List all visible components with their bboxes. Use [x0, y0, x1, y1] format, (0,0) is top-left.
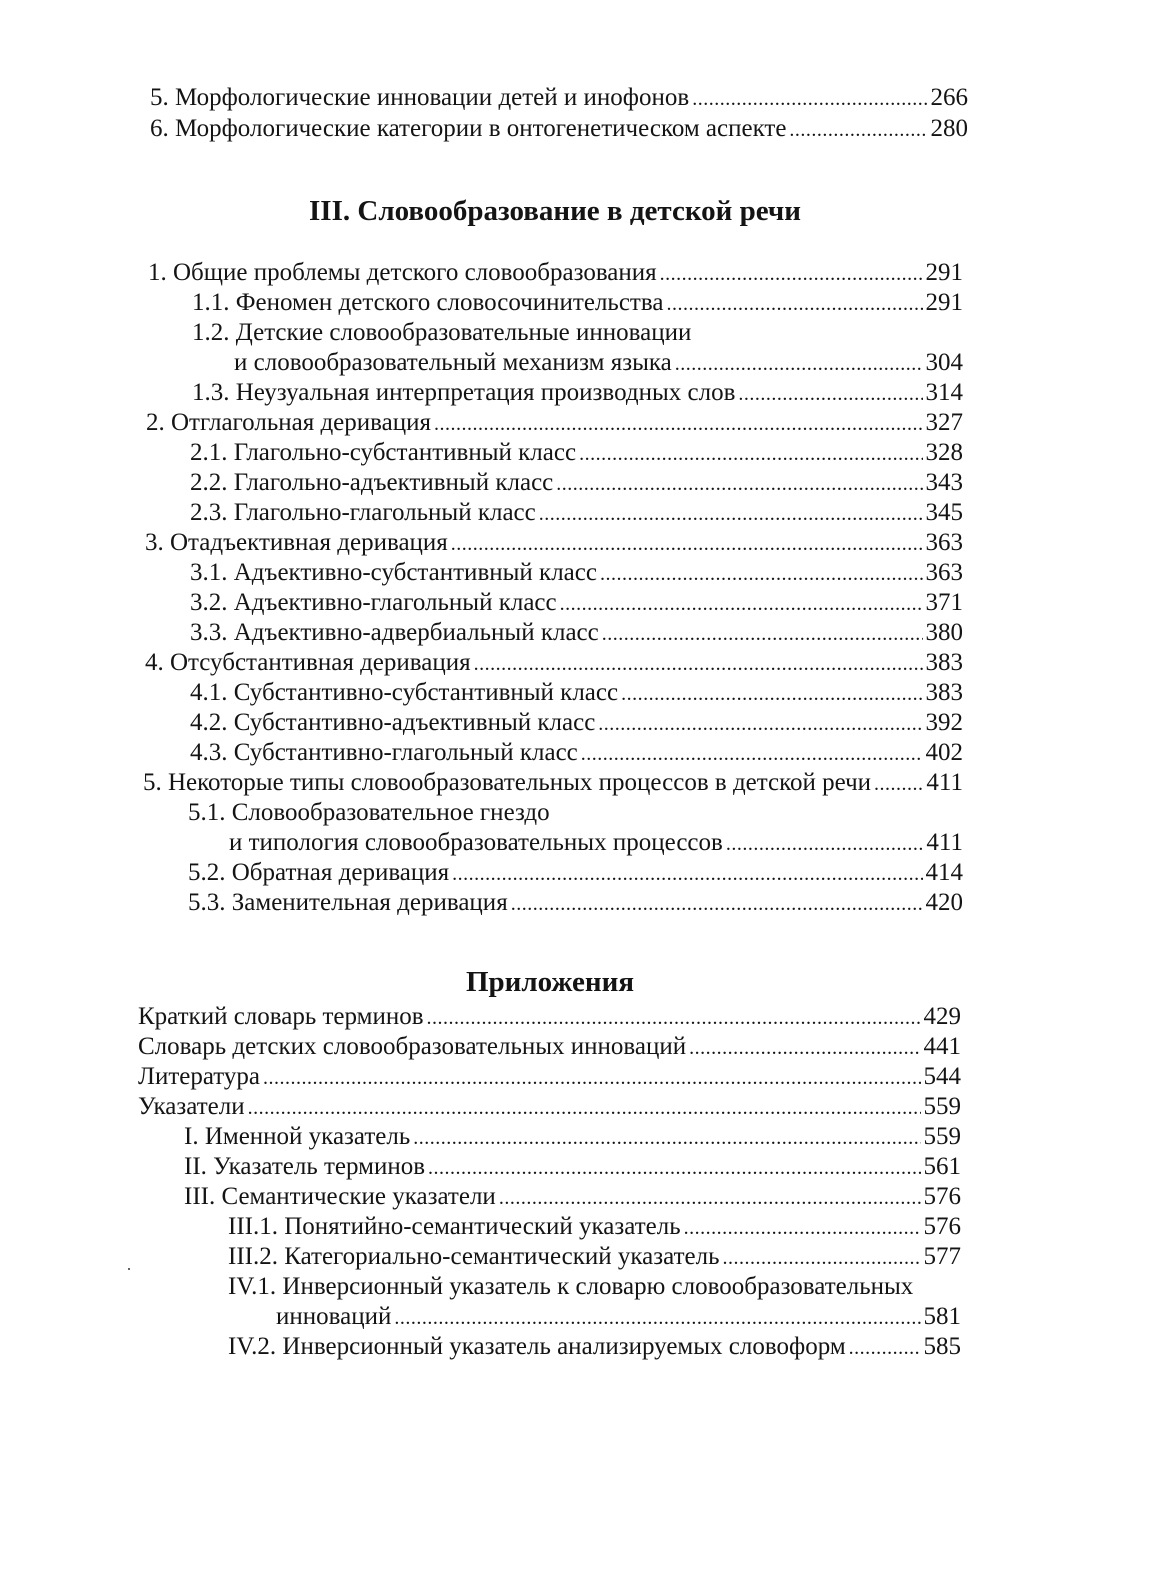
- toc-entry-text: 3. Отадъективная деривация: [145, 529, 448, 556]
- toc-entry: [145, 648, 963, 679]
- leader-dots: [434, 409, 923, 439]
- leader-dots: [600, 559, 923, 589]
- leader-dots: [451, 529, 923, 559]
- scan-speck: [128, 1268, 130, 1270]
- toc-entry: [190, 558, 963, 589]
- toc-page-number: 576: [923, 1183, 961, 1210]
- leader-dots: [738, 379, 922, 409]
- toc-entry-text: 1.2. Детские словообразовательные инновации: [192, 319, 692, 346]
- leader-dots: [248, 1093, 921, 1123]
- leader-dots: [539, 499, 923, 529]
- toc-page-number: 371: [925, 589, 963, 616]
- toc-entry-text: 4. Отсубстантивная деривация: [145, 649, 471, 676]
- leader-dots: [427, 1003, 921, 1033]
- toc-entry: [138, 1002, 961, 1033]
- toc-page-number: 559: [923, 1123, 961, 1150]
- toc-entry: [138, 1062, 961, 1093]
- toc-page-number: 380: [925, 619, 963, 646]
- toc-page-number: 559: [923, 1093, 961, 1120]
- toc-entry: [148, 258, 963, 289]
- toc-entry-text: и словообразовательный механизм языка: [234, 349, 672, 376]
- toc-entry: [190, 498, 963, 529]
- leader-dots: [849, 1333, 921, 1363]
- toc-entry-text: 2.2. Глагольно-адъективный класс: [190, 469, 554, 496]
- toc-page-number: 561: [923, 1153, 961, 1180]
- leader-dots: [413, 1123, 920, 1153]
- toc-page-number: 363: [925, 529, 963, 556]
- leader-dots: [560, 589, 923, 619]
- leader-dots: [684, 1213, 921, 1243]
- leader-dots: [474, 649, 923, 679]
- toc-page-number: 363: [925, 559, 963, 586]
- leader-dots: [581, 739, 923, 769]
- toc-entry-text: 5.1. Словообразовательное гнездо: [188, 799, 550, 826]
- toc-entry-text: 3.3. Адъективно-адвербиальный класс: [190, 619, 599, 646]
- toc-entry: [228, 1212, 961, 1243]
- toc-page-number: 291: [925, 259, 963, 286]
- toc-page-number: 392: [925, 709, 963, 736]
- toc-entry: [184, 1182, 961, 1213]
- toc-entry-text: Литература: [138, 1063, 260, 1090]
- leader-dots: [394, 1303, 920, 1333]
- leader-dots: [660, 259, 923, 289]
- toc-entry-text: 2. Отглагольная деривация: [146, 409, 431, 436]
- toc-entry-text: III.2. Категориально-семантический указатель: [228, 1243, 720, 1270]
- toc-entry-text: и типология словообразовательных процессов: [229, 829, 723, 856]
- leader-dots: [874, 769, 923, 799]
- toc-entry: [184, 1152, 961, 1183]
- toc-entry: [188, 888, 963, 919]
- toc-page-number: 585: [923, 1333, 961, 1360]
- leader-dots: [666, 289, 922, 319]
- toc-page-number: 414: [925, 859, 963, 886]
- toc-entry: [192, 378, 963, 409]
- leader-dots: [675, 349, 923, 379]
- toc-entry: [190, 708, 963, 739]
- toc-entry: [190, 438, 963, 469]
- toc-entry-text: 4.2. Субстантивно-адъективный класс: [190, 709, 596, 736]
- toc-entry-text: 1.3. Неузуальная интерпретация производных слов: [192, 379, 736, 406]
- toc-page-number: 411: [926, 769, 963, 796]
- toc-page-number: 280: [930, 115, 968, 142]
- toc-entry: [228, 1242, 961, 1273]
- toc-entry: [190, 588, 963, 619]
- toc-entry-text: Краткий словарь терминов: [138, 1003, 424, 1030]
- toc-page-number: 291: [925, 289, 963, 316]
- toc-page-number: 402: [925, 739, 963, 766]
- toc-entry: [229, 828, 963, 859]
- toc-entry: [190, 678, 963, 709]
- leader-dots: [689, 1033, 920, 1063]
- leader-dots: [511, 889, 923, 919]
- toc-page-number: 441: [923, 1033, 961, 1060]
- toc-entry-text: IV.1. Инверсионный указатель к словарю словообразовательных: [228, 1273, 914, 1300]
- toc-page-number: 383: [925, 679, 963, 706]
- leader-dots: [621, 679, 922, 709]
- toc-entry: [150, 114, 968, 145]
- toc-entry: [150, 83, 968, 114]
- toc-entry-text: 2.3. Глагольно-глагольный класс: [190, 499, 536, 526]
- toc-entry-text: 3.2. Адъективно-глагольный класс: [190, 589, 557, 616]
- toc-entry-text: 5. Некоторые типы словообразовательных процессов в детской речи: [143, 769, 872, 796]
- toc-entry-text: III. Семантические указатели: [184, 1183, 496, 1210]
- toc-page-number: 345: [925, 499, 963, 526]
- toc-page-number: 383: [925, 649, 963, 676]
- toc-entry-text: 5. Морфологические инновации детей и инофонов: [150, 84, 690, 111]
- toc-page-number: 328: [925, 439, 963, 466]
- toc-entry: [192, 288, 963, 319]
- leader-dots: [602, 619, 923, 649]
- appendix-heading: Приложения: [465, 966, 635, 998]
- toc-entry: [190, 738, 963, 769]
- toc-entry-text: 1.1. Феномен детского словосочинительства: [192, 289, 664, 316]
- toc-page-number: 343: [925, 469, 963, 496]
- toc-page-number: 304: [925, 349, 963, 376]
- toc-entry-text: 1. Общие проблемы детского словообразования: [148, 259, 657, 286]
- leader-dots: [428, 1153, 920, 1183]
- leader-dots: [499, 1183, 921, 1213]
- toc-entry-text: 4.1. Субстантивно-субстантивный класс: [190, 679, 619, 706]
- toc-entry-text: 5.3. Заменительная деривация: [188, 889, 508, 916]
- toc-page-number: 577: [923, 1243, 961, 1270]
- leader-dots: [452, 859, 922, 889]
- toc-entry-text: II. Указатель терминов: [184, 1153, 426, 1180]
- leader-dots: [263, 1063, 921, 1093]
- toc-entry-text: инноваций: [276, 1303, 392, 1330]
- toc-page-number: 576: [923, 1213, 961, 1240]
- toc-entry: [184, 1122, 961, 1153]
- toc-entry-text: Словарь детских словообразовательных инноваций: [138, 1033, 687, 1060]
- toc-entry: [228, 1332, 961, 1363]
- toc-entry-text: 4.3. Субстантивно-глагольный класс: [190, 739, 578, 766]
- toc-entry: [143, 768, 963, 799]
- toc-entry-text: 6. Морфологические категории в онтогенетическом аспекте: [150, 115, 787, 142]
- leader-dots: [579, 439, 922, 469]
- toc-page-number: 429: [923, 1003, 961, 1030]
- toc-entry-text: IV.2. Инверсионный указатель анализируемых словоформ: [228, 1333, 846, 1360]
- toc-page-number: 411: [926, 829, 963, 856]
- leader-dots: [598, 709, 922, 739]
- toc-entry-text: III.1. Понятийно-семантический указатель: [228, 1213, 681, 1240]
- leader-dots: [692, 84, 927, 114]
- toc-entry: [190, 618, 963, 649]
- toc-entry-text: 2.1. Глагольно-субстантивный класс: [190, 439, 577, 466]
- toc-page-number: 420: [925, 889, 963, 916]
- leader-dots: [723, 1243, 921, 1273]
- toc-entry-text: 3.1. Адъективно-субстантивный класс: [190, 559, 597, 586]
- leader-dots: [726, 829, 924, 859]
- toc-entry: [190, 468, 963, 499]
- toc-entry: [138, 1092, 961, 1123]
- toc-entry: [188, 858, 963, 889]
- toc-page-number: 327: [925, 409, 963, 436]
- toc-entry: [146, 408, 963, 439]
- toc-entry: [138, 1032, 961, 1063]
- leader-dots: [789, 115, 927, 145]
- toc-page-number: 581: [923, 1303, 961, 1330]
- leader-dots: [556, 469, 922, 499]
- toc-page-number: 314: [925, 379, 963, 406]
- toc-entry-text: Указатели: [138, 1093, 245, 1120]
- toc-entry-text: 5.2. Обратная деривация: [188, 859, 450, 886]
- section-heading: III. Словообразование в детской речи: [309, 195, 801, 227]
- toc-entry: [145, 528, 963, 559]
- toc-entry: [234, 348, 963, 379]
- toc-entry-text: I. Именной указатель: [184, 1123, 411, 1150]
- toc-page-number: 266: [930, 84, 968, 111]
- toc-page-number: 544: [923, 1063, 961, 1090]
- toc-entry: [276, 1302, 961, 1333]
